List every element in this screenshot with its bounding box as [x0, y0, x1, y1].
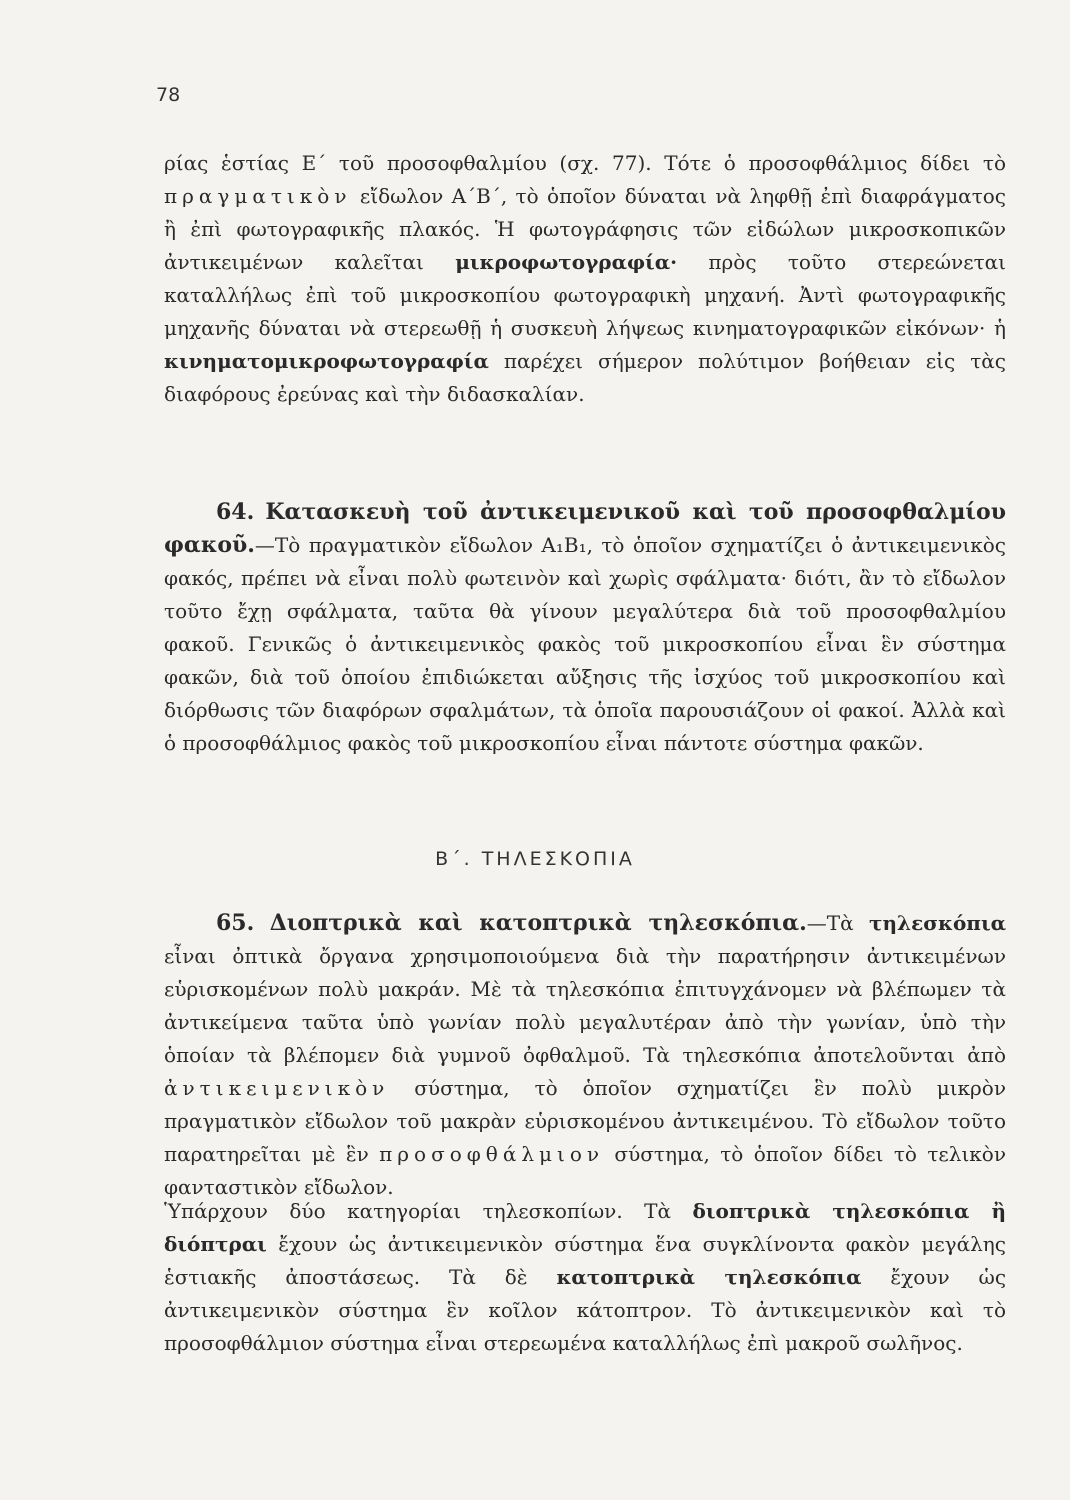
bold-term: κατοπτρικὰ τηλεσκόπια [556, 1265, 862, 1289]
paragraph-64 [164, 496, 1006, 760]
text: Ὑπάρχουν δύο κατηγορίαι τηλεσκοπίων. Τὰ [164, 1199, 693, 1223]
section-title: Διοπτρικὰ καὶ κατοπτρικὰ τηλεσκόπια. [269, 910, 807, 936]
bold-term: μικροφωτογραφία· [455, 250, 678, 274]
section-number: 64. [216, 499, 255, 525]
bold-term: κινηματομικροφωτογραφία [164, 349, 489, 373]
bold-term: διοπτρικὰ τηλεσκόπια ἢ διόπτραι [164, 1199, 1006, 1256]
text: σύστημα, τὸ ὁποῖον σχηματίζει ἓν πολὺ μικρὸν πραγματικὸν εἴδωλον τοῦ μακρὰν εὑρισκομένου ἀντικειμένου. Τὸ εἴδωλον τοῦτο παρατηρεῖται μὲ ἓν [164, 1076, 1006, 1166]
emphasized-text: προσοφθάλμιον [379, 1142, 605, 1166]
page-number: 78 [156, 84, 181, 106]
emphasized-text: πραγματικὸν [164, 184, 352, 208]
text: σύστημα, τὸ ὁποῖον δίδει τὸ τελικὸν φανταστικὸν εἴδωλον. [164, 1142, 1007, 1199]
text: ἔχουν ὡς ἀντικειμενικὸν σύστημα ἓν κοῖλον κάτοπτρον. Τὸ ἀντικειμενικὸν καὶ τὸ προσοφθάλμιον σύστημα εἶναι στερεωμένα καταλλήλως ἐπὶ μακροῦ σωλῆνος. [164, 1265, 1007, 1355]
text: εἴδωλον Α΄Β΄, τὸ ὁποῖον δύναται νὰ ληφθῇ ἐπὶ διαφράγματος ἢ ἐπὶ φωτογραφικῆς πλακός. Ἡ φωτογράφησις τῶν εἰδώλων μικροσκοπικῶν ἀντικειμένων καλεῖται [164, 184, 1006, 274]
paragraph-telescope-types [164, 1195, 1006, 1360]
section-title: Κατασκευὴ τοῦ ἀντικειμενικοῦ καὶ τοῦ προσοφθαλμίου φακοῦ. [164, 499, 1006, 558]
paragraph-microphotography [164, 147, 1006, 411]
text: —Τὰ [806, 911, 870, 935]
text: παρέχει σήμερον πολύτιμον βοήθειαν εἰς τὰς διαφόρους ἐρεύνας καὶ τὴν διδασκαλίαν. [164, 349, 1006, 406]
text: ἔχουν ὡς ἀντικειμενικὸν σύστημα ἕνα συγκλίνοντα φακὸν μεγάλης ἑστιακῆς ἀποστάσεως. Τὰ δὲ [164, 1232, 1006, 1289]
chapter-heading: Β΄. ΤΗΛΕΣΚΟΠΙΑ [435, 848, 635, 870]
paragraph-65 [164, 907, 1006, 1204]
text: ρίας ἑστίας Ε΄ τοῦ προσοφθαλμίου (σχ. 77). Τότε ὁ προσοφθάλμιος δίδει τὸ [164, 151, 1006, 175]
section-number: 65. [216, 910, 255, 936]
text: πρὸς τοῦτο στερεώνεται καταλλήλως ἐπὶ τοῦ μικροσκοπίου φωτογραφικὴ μηχανή. Ἀντὶ φωτογραφικῆς μηχανῆς δύναται νὰ στερεωθῇ ἡ συσκευὴ λήψεως κινηματογραφικῶν εἰκόνων· ἡ [164, 250, 1006, 340]
text: εἶναι ὀπτικὰ ὄργανα χρησιμοποιούμενα διὰ τὴν παρατήρησιν ἀντικειμένων εὑρισκομένων πολὺ μακράν. Μὲ τὰ τηλεσκόπια ἐπιτυγχάνομεν νὰ βλέπωμεν τὰ ἀντικείμενα ταῦτα ὑπὸ γωνίαν πολὺ μεγαλυτέραν ἀπὸ τὴν γωνίαν, ὑπὸ τὴν ὁποίαν τὰ βλέπομεν διὰ γυμνοῦ ὀφθαλμοῦ. Τὰ τηλεσκόπια ἀποτελοῦνται ἀπὸ [164, 944, 1006, 1067]
emphasized-text: ἀντικειμενικὸν [164, 1076, 390, 1100]
bold-term: τηλεσκόπια [869, 911, 1007, 935]
text: —Τὸ πραγματικὸν εἴδωλον Α₁Β₁, τὸ ὁποῖον σχηματίζει ὁ ἀντικειμενικὸς φακός, πρέπει νὰ εἶναι πολὺ φωτεινὸν καὶ χωρὶς σφάλματα· διότι, ἂν τὸ εἴδωλον τοῦτο ἔχῃ σφάλματα, ταῦτα θὰ γίνουν μεγαλύτερα διὰ τοῦ προσοφθαλμίου φακοῦ. Γενικῶς ὁ ἀντικειμενικὸς φακὸς τοῦ μικροσκοπίου εἶναι ἓν σύστημα φακῶν, διὰ τοῦ ὁποίου ἐπιδιώκεται αὔξησις τῆς ἰσχύος τοῦ μικροσκοπίου καὶ διόρθωσις τῶν διαφόρων σφαλμάτων, τὰ ὁποῖα παρουσιάζουν οἱ φακοί. Ἀλλὰ καὶ ὁ προσοφθάλμιος φακὸς τοῦ μικροσκοπίου εἶναι πάντοτε σύστημα φακῶν. [164, 533, 1006, 755]
